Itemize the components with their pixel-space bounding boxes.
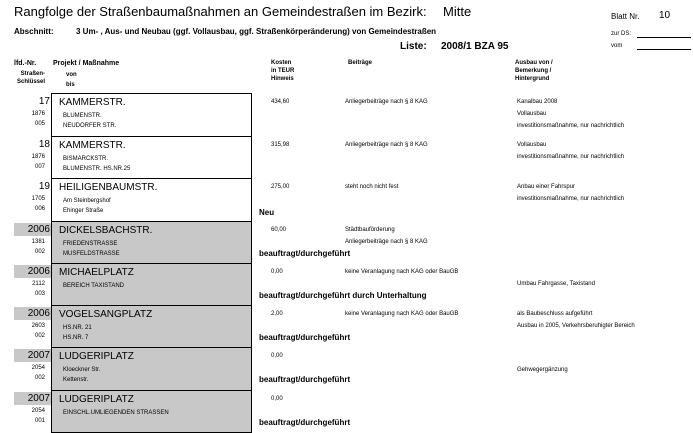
blatt-label: Blatt Nr. <box>611 12 640 21</box>
col-projekt: Projekt / Maßnahme <box>53 60 120 67</box>
from-location: HS.NR. 21 <box>63 325 92 331</box>
project-box <box>51 221 252 264</box>
cost-value: 0,00 <box>271 269 283 275</box>
street-key: 1876 <box>31 111 45 117</box>
section-key: 002 <box>34 333 45 339</box>
remark-note: investitionsmaßnahme, nur nachrichtlich <box>517 196 625 202</box>
lfd-number: 19 <box>38 181 50 192</box>
remark-note: Anbau einer Fahrspur <box>517 184 576 190</box>
street-key: 1705 <box>31 196 45 202</box>
project-box <box>51 347 252 391</box>
vom-line <box>637 49 691 50</box>
table-row <box>0 221 693 263</box>
lfd-number: 2007 <box>14 392 54 405</box>
from-location: BEREICH TAXISTAND <box>63 283 125 289</box>
to-location: BLUMENSTR. HS.NR.25 <box>63 166 131 172</box>
lfd-number: 18 <box>38 139 50 150</box>
contribution-note: Städtbauförderung <box>345 227 395 233</box>
remark-note: Vollausbau <box>517 142 547 148</box>
contribution-note: keine Veranlagung nach KAG oder BauGB <box>345 311 459 317</box>
street-name: KAMMERSTR. <box>59 140 126 151</box>
lfd-number: 2006 <box>14 307 54 320</box>
street-name: KAMMERSTR. <box>59 97 126 108</box>
remark-note: Ausbau in 2005, Verkehrsberuhigter Bereich <box>517 323 635 329</box>
remark-note: als Baubeschluss aufgeführt <box>517 311 593 317</box>
liste-value: 2008/1 BZA 95 <box>441 41 509 52</box>
project-box <box>51 263 252 306</box>
to-location: HS.NR. 7 <box>63 335 89 341</box>
vom-label: vom <box>611 43 623 49</box>
cost-value: 2,00 <box>271 311 283 317</box>
street-key: 1876 <box>31 154 45 160</box>
street-name: DICKELSBACHSTR. <box>59 225 153 236</box>
section-key: 003 <box>34 291 45 297</box>
cost-value: 275,00 <box>271 184 290 190</box>
from-location: EINSCHL.UMLIEGENDEN STRASSEN <box>63 410 169 416</box>
remark-note: Umbau Fahrgasse, Taxistand <box>517 281 595 287</box>
col-beitraege: Beiträge <box>348 60 373 66</box>
section-key: 001 <box>34 418 45 424</box>
from-location: BLUMENSTR. <box>63 113 102 119</box>
street-name: LUDGERIPLATZ <box>59 351 134 362</box>
section-key: 002 <box>34 375 45 381</box>
project-box <box>51 390 252 433</box>
col-von: von <box>66 72 77 78</box>
section-key: 002 <box>34 249 45 255</box>
contribution-note: Anliegerbeiträge nach § 8 KAG <box>345 142 428 148</box>
bezirk-value: Mitte <box>443 4 472 19</box>
from-location: Am Steinbergshof <box>63 198 111 204</box>
contribution-note: keine Veranlagung nach KAG oder BauGB <box>345 269 459 275</box>
contribution-note: Anliegerbeiträge nach § 8 KAG <box>345 239 428 245</box>
lfd-number: 2006 <box>14 265 54 278</box>
street-key: 2603 <box>31 323 45 329</box>
street-name: MICHAELPLATZ <box>59 267 134 278</box>
cost-value: 434,60 <box>271 99 290 105</box>
col-kosten: Kosten in TEUR Hinweis <box>271 60 295 82</box>
lfd-number: 2006 <box>14 223 54 236</box>
section-key: 006 <box>34 206 45 212</box>
section-key: 007 <box>34 164 45 170</box>
street-key: 2112 <box>32 281 45 287</box>
project-box <box>51 93 252 137</box>
cost-value: 315,98 <box>271 142 290 148</box>
status-text: beauftragt/durchgeführt <box>259 333 351 342</box>
from-location: Kloeckner Str. <box>63 367 101 373</box>
project-box <box>51 305 252 348</box>
from-location: FRIEDENSTRASSE <box>63 241 118 247</box>
cost-value: 0,00 <box>271 396 283 402</box>
from-location: BISMARCKSTR. <box>63 156 109 162</box>
street-key: 2054 <box>31 365 45 371</box>
abschnitt-text: 3 Um- , Aus- und Neubau (ggf. Vollausbau, ggf. Straßenkörperänderung) von Gemeindestraßen <box>76 27 437 36</box>
status-text: beauftragt/durchgeführt <box>259 249 351 258</box>
remark-note: investitionsmaßnahme, nur nachrichtlich <box>517 154 625 160</box>
col-bis: bis <box>66 82 75 88</box>
remark-note: investitionsmaßnahme, nur nachrichtlich <box>517 123 625 129</box>
street-name: VOGELSANGPLATZ <box>59 309 153 320</box>
table-row <box>0 178 693 221</box>
col-lfd-nr: lfd.-Nr. <box>14 60 37 67</box>
table-row <box>0 390 693 432</box>
zur-ds-label: zur DS: <box>611 31 632 37</box>
status-text: beauftragt/durchgeführt durch Unterhaltung <box>259 291 427 300</box>
remark-note: Gehwegergänzung <box>517 367 568 373</box>
lfd-number: 2007 <box>14 349 54 362</box>
liste-label: Liste: <box>400 41 427 52</box>
status-text: beauftragt/durchgeführt <box>259 375 351 384</box>
abschnitt-label: Abschnitt: <box>14 27 54 36</box>
lfd-number: 17 <box>38 96 50 107</box>
table-row <box>0 93 693 136</box>
table-row <box>0 305 693 347</box>
blatt-number: 10 <box>659 10 671 21</box>
street-key: 1381 <box>31 239 45 245</box>
street-name: LUDGERIPLATZ <box>59 394 134 405</box>
to-location: NEUDORFER STR. <box>63 123 117 129</box>
contribution-note: steht noch nicht fest <box>345 184 399 190</box>
page-title: Rangfolge der Straßenbaumaßnahmen an Gemeindestraßen im Bezirk: <box>14 4 427 19</box>
table-row <box>0 263 693 305</box>
table-row <box>0 347 693 390</box>
street-key: 2054 <box>31 408 45 414</box>
to-location: MUSFELDSTRASSE <box>63 251 120 257</box>
table-row <box>0 136 693 178</box>
status-text: beauftragt/durchgeführt <box>259 418 351 427</box>
zur-ds-line <box>637 37 691 38</box>
project-box <box>51 136 252 179</box>
section-key: 005 <box>34 121 45 127</box>
cost-value: 60,00 <box>271 227 287 233</box>
to-location: Ehinger Straße <box>63 208 104 214</box>
remark-note: Kanalbau 2008 <box>517 99 558 105</box>
contribution-note: Anliegerbeiträge nach § 8 KAG <box>345 99 428 105</box>
status-text: Neu <box>259 208 275 217</box>
col-strassen-schluessel: Straßen- Schlüssel <box>16 71 45 85</box>
remark-note: Vollausbau <box>517 111 547 117</box>
col-ausbau: Ausbau von / Bemerkung / Hintergrund <box>515 60 553 82</box>
cost-value: 0,00 <box>271 353 283 359</box>
to-location: Kettenstr. <box>63 377 89 383</box>
street-name: HEILIGENBAUMSTR. <box>59 182 158 193</box>
project-box <box>51 178 252 222</box>
